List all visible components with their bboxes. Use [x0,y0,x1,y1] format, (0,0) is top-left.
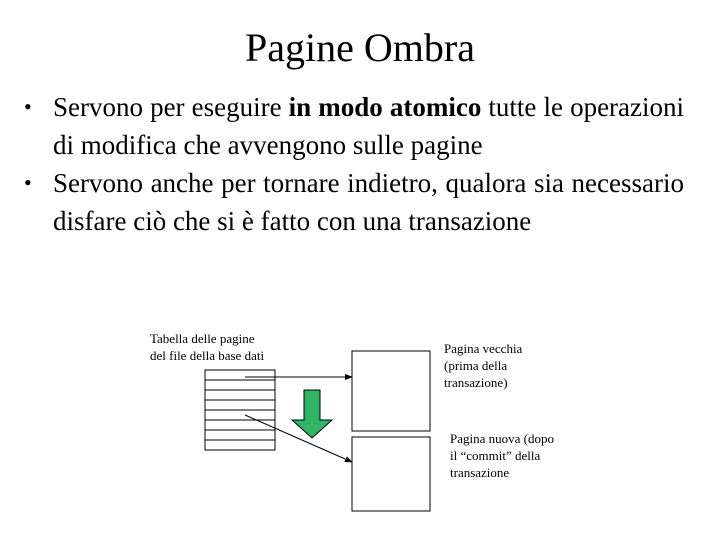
page-table-row [205,410,275,420]
page-table [205,370,275,450]
page-table-row [205,420,275,430]
bullet-marker: • [24,94,32,119]
page-table-row [205,430,275,440]
old-page-box [352,351,430,431]
page-table-row [205,370,275,380]
page-table-row [205,400,275,410]
bullet-text: Servono anche per tornare indietro, qualora sia necessario disfare ciò che si è fatto con una transazione [53,168,684,236]
bullet-text-end: tutte le operazioni di modifica che avvengono sulle pagine [53,92,685,160]
bullet-marker: • [24,170,32,195]
caption-line: Pagina vecchia [444,341,523,356]
bullet-text-bold: in modo atomico [288,92,482,122]
caption-line: (prima della [444,358,508,373]
slide-title: Pagine Ombra [245,25,475,70]
caption-line: il “commit” della [450,448,541,463]
page-table-row [205,390,275,400]
page-table-row [205,440,275,450]
caption-line: del file della base dati [150,348,265,363]
caption-line: Pagina nuova (dopo [450,431,554,446]
page-table-row [205,380,275,390]
caption-line: Tabella delle pagine [150,331,255,346]
caption-line: transazione) [444,375,508,390]
new-page-box [352,437,430,511]
bullet-text-start: Servono per eseguire [53,92,289,122]
caption-line: transazione [450,465,510,480]
swap-down-arrow-icon [292,390,332,438]
